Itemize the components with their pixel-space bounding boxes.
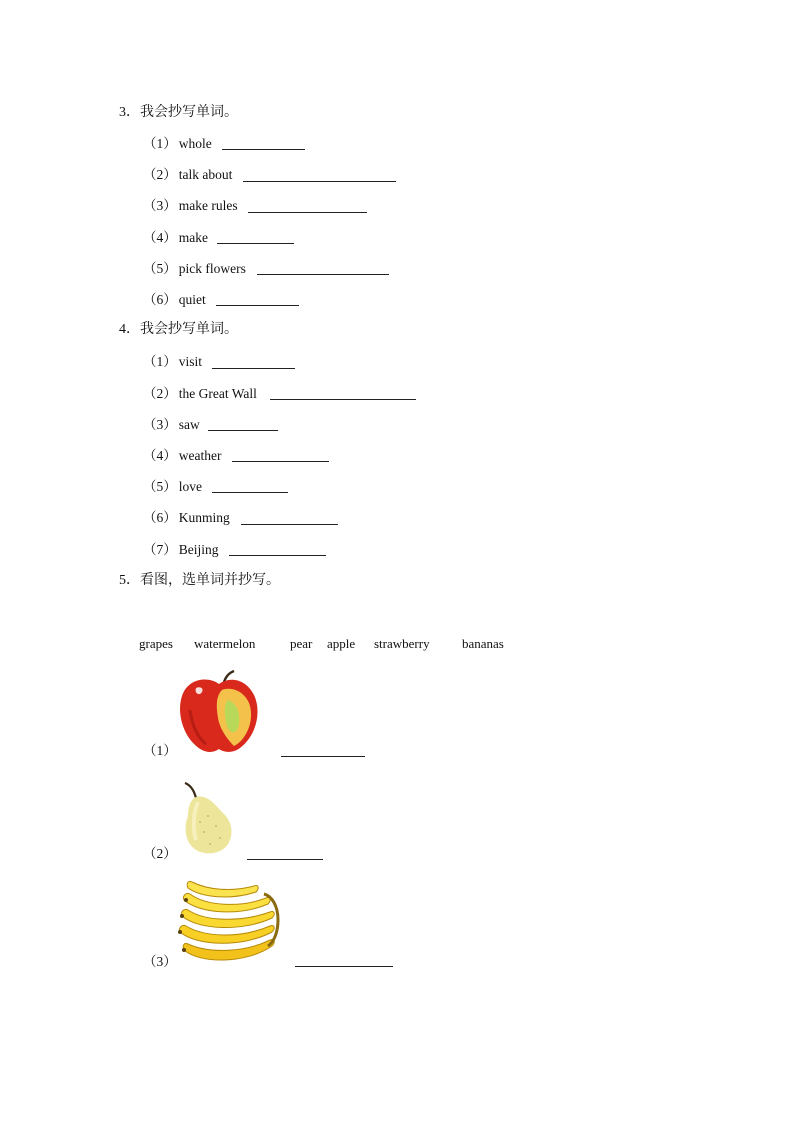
q3-item-2: [143, 167, 232, 183]
answer-blank[interactable]: [247, 859, 323, 860]
item-number: （6）: [143, 510, 177, 525]
item-word: visit: [178, 354, 203, 369]
item-word: quiet: [178, 292, 206, 307]
item-word: make: [178, 230, 208, 245]
item-number: （4）: [143, 230, 177, 245]
item-number: （1）: [143, 354, 177, 369]
question-3-title: 3．我会抄写单词。: [119, 105, 238, 120]
answer-blank[interactable]: [217, 243, 294, 244]
item-number: （4）: [143, 448, 177, 463]
q4-item-2: [143, 386, 257, 402]
answer-blank[interactable]: [243, 181, 396, 182]
answer-blank[interactable]: [270, 399, 416, 400]
item-word: saw: [178, 417, 200, 432]
item-word: weather: [178, 448, 222, 463]
answer-blank[interactable]: [222, 149, 305, 150]
item-number: （3）: [143, 198, 177, 213]
item-word: whole: [178, 136, 212, 151]
q5-picture-2-number: （2）: [143, 846, 177, 861]
question-4-title: 4．我会抄写单词。: [119, 322, 238, 337]
q5-picture-3-number: （3）: [143, 954, 177, 969]
answer-blank[interactable]: [241, 524, 338, 525]
item-word: love: [178, 479, 202, 494]
item-number: （3）: [143, 417, 177, 432]
item-number: （7）: [143, 542, 177, 557]
pear-image: [182, 782, 234, 856]
q5-picture-1-number: （1）: [143, 743, 177, 758]
q3-item-4: [143, 230, 208, 246]
answer-blank[interactable]: [229, 555, 326, 556]
word-bank-watermelon: watermelon: [194, 636, 256, 651]
item-word: the Great Wall: [178, 386, 257, 401]
item-word: talk about: [178, 167, 233, 182]
answer-blank[interactable]: [212, 368, 295, 369]
item-number: （2）: [143, 167, 177, 182]
answer-blank[interactable]: [232, 461, 329, 462]
item-word: Beijing: [178, 542, 219, 557]
item-word: make rules: [178, 198, 238, 213]
answer-blank[interactable]: [295, 966, 393, 967]
item-number: （5）: [143, 261, 177, 276]
q3-item-5: [143, 261, 246, 277]
answer-blank[interactable]: [216, 305, 299, 306]
q4-item-4: [143, 448, 221, 464]
word-bank-bananas: bananas: [462, 636, 504, 651]
q4-item-7: [143, 542, 219, 558]
q4-item-5: [143, 479, 202, 495]
item-word: pick flowers: [178, 261, 246, 276]
apple-image: [176, 670, 262, 756]
q3-item-6: [143, 292, 206, 308]
word-bank-apple: apple: [327, 636, 356, 651]
bananas-image: [176, 880, 282, 964]
item-number: （2）: [143, 386, 177, 401]
item-word: Kunming: [178, 510, 230, 525]
word-bank-grapes: grapes: [139, 636, 173, 651]
item-number: （5）: [143, 479, 177, 494]
item-number: （6）: [143, 292, 177, 307]
q4-item-6: [143, 510, 230, 526]
word-bank-strawberry: strawberry: [374, 636, 430, 651]
answer-blank[interactable]: [248, 212, 367, 213]
q3-item-1: [143, 136, 212, 152]
answer-blank[interactable]: [212, 492, 288, 493]
word-bank-pear: pear: [290, 636, 313, 651]
item-number: （1）: [143, 136, 177, 151]
answer-blank[interactable]: [208, 430, 278, 431]
answer-blank[interactable]: [257, 274, 389, 275]
question-5-title: 5．看图，选单词并抄写。: [119, 573, 280, 588]
q3-item-3: [143, 198, 238, 214]
q4-item-1: [143, 354, 202, 370]
q4-item-3: [143, 417, 200, 433]
answer-blank[interactable]: [281, 756, 365, 757]
